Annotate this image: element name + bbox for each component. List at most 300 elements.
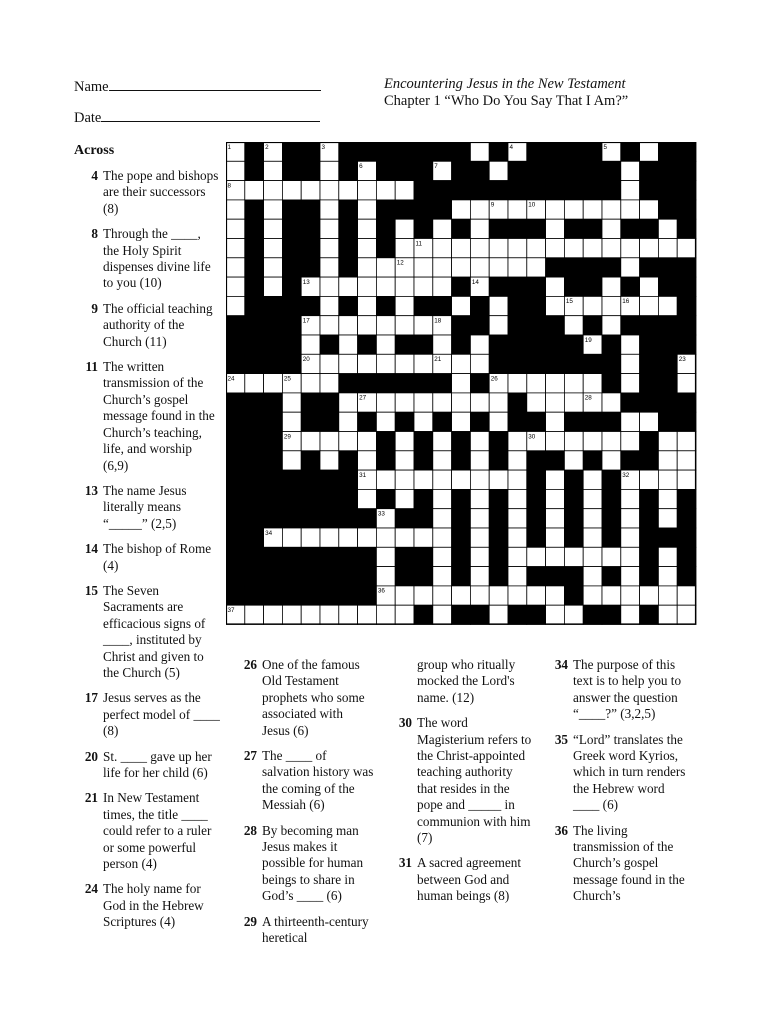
- grid-answer-cell[interactable]: [264, 277, 283, 296]
- grid-block-cell: [546, 354, 565, 373]
- grid-block-cell: [264, 451, 283, 470]
- grid-answer-cell[interactable]: [320, 258, 339, 277]
- grid-answer-cell[interactable]: [658, 605, 677, 624]
- grid-answer-cell[interactable]: [470, 451, 489, 470]
- grid-block-cell: [395, 509, 414, 528]
- grid-answer-cell[interactable]: [358, 239, 377, 258]
- grid-answer-cell[interactable]: [245, 605, 264, 624]
- grid-answer-cell[interactable]: [452, 374, 471, 393]
- grid-answer-cell[interactable]: [282, 393, 301, 412]
- grid-answer-cell[interactable]: [583, 374, 602, 393]
- grid-answer-cell[interactable]: [621, 605, 640, 624]
- grid-answer-cell[interactable]: [433, 509, 452, 528]
- grid-answer-cell[interactable]: [621, 161, 640, 180]
- date-line[interactable]: [101, 108, 320, 122]
- grid-answer-cell[interactable]: [339, 335, 358, 354]
- grid-answer-cell[interactable]: [339, 354, 358, 373]
- grid-answer-cell[interactable]: [282, 528, 301, 547]
- grid-answer-cell[interactable]: [320, 181, 339, 200]
- grid-answer-cell[interactable]: [583, 567, 602, 586]
- grid-answer-cell[interactable]: [226, 161, 245, 180]
- grid-answer-cell[interactable]: [339, 528, 358, 547]
- grid-answer-cell[interactable]: [282, 451, 301, 470]
- grid-answer-cell[interactable]: [621, 258, 640, 277]
- grid-answer-cell[interactable]: [508, 509, 527, 528]
- grid-answer-cell[interactable]: [395, 354, 414, 373]
- grid-answer-cell[interactable]: [564, 451, 583, 470]
- grid-answer-cell[interactable]: [621, 335, 640, 354]
- grid-answer-cell[interactable]: [489, 470, 508, 489]
- grid-answer-cell[interactable]: [508, 470, 527, 489]
- grid-answer-cell[interactable]: [621, 200, 640, 219]
- grid-answer-cell[interactable]: [527, 547, 546, 566]
- grid-answer-cell[interactable]: [264, 605, 283, 624]
- grid-block-cell: [677, 393, 696, 412]
- grid-answer-cell[interactable]: [264, 374, 283, 393]
- grid-answer-cell[interactable]: [226, 200, 245, 219]
- grid-answer-cell[interactable]: [546, 586, 565, 605]
- grid-answer-cell[interactable]: [226, 219, 245, 238]
- grid-answer-cell[interactable]: [264, 258, 283, 277]
- grid-answer-cell[interactable]: [546, 470, 565, 489]
- grid-answer-cell[interactable]: [489, 239, 508, 258]
- grid-answer-cell[interactable]: [433, 547, 452, 566]
- grid-answer-cell[interactable]: [245, 181, 264, 200]
- grid-answer-cell[interactable]: [489, 393, 508, 412]
- grid-answer-cell[interactable]: [602, 451, 621, 470]
- grid-answer-cell[interactable]: [489, 412, 508, 431]
- grid-answer-cell[interactable]: [452, 354, 471, 373]
- grid-answer-cell[interactable]: [395, 586, 414, 605]
- grid-answer-cell[interactable]: [658, 470, 677, 489]
- grid-block-cell: [226, 316, 245, 335]
- grid-answer-cell[interactable]: [470, 335, 489, 354]
- grid-answer-cell[interactable]: [226, 277, 245, 296]
- grid-answer-cell[interactable]: [470, 432, 489, 451]
- grid-answer-cell[interactable]: [433, 451, 452, 470]
- grid-block-cell: [414, 296, 433, 315]
- grid-number-9: 9: [490, 201, 495, 209]
- grid-answer-cell[interactable]: [470, 354, 489, 373]
- grid-answer-cell[interactable]: [602, 239, 621, 258]
- grid-answer-cell[interactable]: [226, 258, 245, 277]
- grid-block-cell: [452, 547, 471, 566]
- grid-answer-cell[interactable]: [489, 316, 508, 335]
- grid-answer-cell[interactable]: [358, 489, 377, 508]
- grid-answer-cell[interactable]: [508, 239, 527, 258]
- grid-answer-cell[interactable]: [414, 354, 433, 373]
- grid-answer-cell[interactable]: [433, 586, 452, 605]
- grid-answer-cell[interactable]: [677, 586, 696, 605]
- grid-answer-cell[interactable]: [583, 470, 602, 489]
- grid-answer-cell[interactable]: [358, 200, 377, 219]
- name-field[interactable]: [74, 77, 321, 96]
- grid-answer-cell[interactable]: [508, 489, 527, 508]
- grid-answer-cell[interactable]: [376, 547, 395, 566]
- grid-answer-cell[interactable]: [395, 451, 414, 470]
- grid-answer-cell[interactable]: [433, 432, 452, 451]
- grid-answer-cell[interactable]: [546, 528, 565, 547]
- grid-answer-cell[interactable]: [376, 335, 395, 354]
- grid-answer-cell[interactable]: [282, 605, 301, 624]
- grid-answer-cell[interactable]: [433, 605, 452, 624]
- clue-number: 15: [84, 582, 98, 598]
- grid-block-cell: [602, 509, 621, 528]
- grid-answer-cell[interactable]: [358, 181, 377, 200]
- grid-block-cell: [508, 277, 527, 296]
- grid-answer-cell[interactable]: [395, 316, 414, 335]
- grid-answer-cell[interactable]: [320, 200, 339, 219]
- grid-block-cell: [320, 393, 339, 412]
- grid-answer-cell[interactable]: [508, 528, 527, 547]
- grid-answer-cell[interactable]: [301, 181, 320, 200]
- grid-answer-cell[interactable]: [546, 200, 565, 219]
- grid-answer-cell[interactable]: [414, 393, 433, 412]
- grid-answer-cell[interactable]: [452, 258, 471, 277]
- grid-answer-cell[interactable]: [546, 296, 565, 315]
- grid-answer-cell[interactable]: [508, 258, 527, 277]
- grid-answer-cell[interactable]: [395, 393, 414, 412]
- grid-answer-cell[interactable]: [452, 393, 471, 412]
- grid-answer-cell[interactable]: [320, 354, 339, 373]
- grid-answer-cell[interactable]: [414, 258, 433, 277]
- grid-answer-cell[interactable]: [414, 316, 433, 335]
- grid-answer-cell[interactable]: [226, 239, 245, 258]
- grid-answer-cell[interactable]: [301, 335, 320, 354]
- grid-answer-cell[interactable]: [677, 374, 696, 393]
- grid-answer-cell[interactable]: [376, 354, 395, 373]
- grid-answer-cell[interactable]: [320, 374, 339, 393]
- grid-answer-cell[interactable]: [546, 432, 565, 451]
- grid-answer-cell[interactable]: [395, 470, 414, 489]
- grid-answer-cell[interactable]: [658, 219, 677, 238]
- grid-answer-cell[interactable]: [621, 509, 640, 528]
- grid-answer-cell[interactable]: [546, 489, 565, 508]
- grid-answer-cell[interactable]: [621, 239, 640, 258]
- grid-answer-cell[interactable]: [339, 412, 358, 431]
- grid-block-cell: [489, 335, 508, 354]
- grid-answer-cell[interactable]: [564, 316, 583, 335]
- grid-answer-cell[interactable]: [470, 567, 489, 586]
- grid-answer-cell[interactable]: [376, 470, 395, 489]
- grid-answer-cell[interactable]: [376, 567, 395, 586]
- grid-answer-cell[interactable]: [395, 489, 414, 508]
- grid-block-cell: [602, 374, 621, 393]
- grid-answer-cell[interactable]: [320, 605, 339, 624]
- grid-answer-cell[interactable]: [339, 316, 358, 335]
- grid-answer-cell[interactable]: [395, 181, 414, 200]
- grid-answer-cell[interactable]: [433, 239, 452, 258]
- grid-answer-cell[interactable]: [658, 432, 677, 451]
- grid-answer-cell[interactable]: [677, 239, 696, 258]
- grid-answer-cell[interactable]: [527, 393, 546, 412]
- grid-answer-cell[interactable]: [640, 142, 659, 161]
- grid-answer-cell[interactable]: [470, 142, 489, 161]
- grid-answer-cell[interactable]: [320, 296, 339, 315]
- grid-answer-cell[interactable]: [546, 509, 565, 528]
- grid-answer-cell[interactable]: [320, 239, 339, 258]
- name-line[interactable]: [109, 77, 321, 91]
- grid-answer-cell[interactable]: [376, 605, 395, 624]
- grid-answer-cell[interactable]: [339, 393, 358, 412]
- grid-answer-cell[interactable]: [527, 586, 546, 605]
- grid-answer-cell[interactable]: [621, 547, 640, 566]
- grid-answer-cell[interactable]: [320, 432, 339, 451]
- grid-answer-cell[interactable]: [282, 181, 301, 200]
- grid-answer-cell[interactable]: [621, 412, 640, 431]
- grid-answer-cell[interactable]: [508, 374, 527, 393]
- grid-answer-cell[interactable]: [433, 258, 452, 277]
- grid-answer-cell[interactable]: [640, 239, 659, 258]
- grid-answer-cell[interactable]: [358, 296, 377, 315]
- grid-answer-cell[interactable]: [414, 412, 433, 431]
- grid-answer-cell[interactable]: [339, 432, 358, 451]
- grid-answer-cell[interactable]: [583, 528, 602, 547]
- grid-answer-cell[interactable]: [508, 451, 527, 470]
- grid-block-cell: [658, 374, 677, 393]
- grid-answer-cell[interactable]: [301, 374, 320, 393]
- grid-answer-cell[interactable]: [358, 258, 377, 277]
- grid-answer-cell[interactable]: [489, 258, 508, 277]
- grid-answer-cell[interactable]: [621, 354, 640, 373]
- grid-block-cell: [452, 451, 471, 470]
- grid-block-cell: [640, 393, 659, 412]
- grid-answer-cell[interactable]: [527, 374, 546, 393]
- grid-answer-cell[interactable]: [546, 412, 565, 431]
- grid-answer-cell[interactable]: [414, 277, 433, 296]
- grid-answer-cell[interactable]: [376, 528, 395, 547]
- grid-answer-cell[interactable]: [470, 200, 489, 219]
- grid-answer-cell[interactable]: [621, 567, 640, 586]
- grid-answer-cell[interactable]: [470, 586, 489, 605]
- grid-answer-cell[interactable]: [583, 547, 602, 566]
- grid-answer-cell[interactable]: [508, 586, 527, 605]
- grid-answer-cell[interactable]: [602, 219, 621, 238]
- grid-answer-cell[interactable]: [583, 432, 602, 451]
- grid-answer-cell[interactable]: [621, 374, 640, 393]
- grid-answer-cell[interactable]: [264, 161, 283, 180]
- grid-answer-cell[interactable]: [358, 432, 377, 451]
- grid-answer-cell[interactable]: [339, 605, 358, 624]
- grid-answer-cell[interactable]: [564, 393, 583, 412]
- grid-answer-cell[interactable]: [470, 393, 489, 412]
- grid-answer-cell[interactable]: [658, 586, 677, 605]
- grid-answer-cell[interactable]: [376, 277, 395, 296]
- grid-answer-cell[interactable]: [489, 605, 508, 624]
- grid-answer-cell[interactable]: [583, 509, 602, 528]
- grid-answer-cell[interactable]: [452, 239, 471, 258]
- grid-answer-cell[interactable]: [452, 586, 471, 605]
- grid-answer-cell[interactable]: [433, 489, 452, 508]
- grid-answer-cell[interactable]: [470, 219, 489, 238]
- grid-answer-cell[interactable]: [527, 258, 546, 277]
- grid-answer-cell[interactable]: [301, 528, 320, 547]
- grid-answer-cell[interactable]: [320, 219, 339, 238]
- grid-answer-cell[interactable]: [602, 393, 621, 412]
- grid-answer-cell[interactable]: [602, 432, 621, 451]
- grid-answer-cell[interactable]: [677, 470, 696, 489]
- grid-answer-cell[interactable]: [564, 239, 583, 258]
- grid-answer-cell[interactable]: [358, 316, 377, 335]
- grid-answer-cell[interactable]: [433, 470, 452, 489]
- grid-answer-cell[interactable]: [546, 547, 565, 566]
- grid-answer-cell[interactable]: [433, 567, 452, 586]
- grid-answer-cell[interactable]: [264, 219, 283, 238]
- grid-answer-cell[interactable]: [602, 316, 621, 335]
- grid-answer-cell[interactable]: [358, 219, 377, 238]
- grid-answer-cell[interactable]: [433, 335, 452, 354]
- grid-answer-cell[interactable]: [583, 586, 602, 605]
- grid-answer-cell[interactable]: [264, 200, 283, 219]
- grid-answer-cell[interactable]: [320, 161, 339, 180]
- grid-answer-cell[interactable]: [640, 277, 659, 296]
- grid-answer-cell[interactable]: [546, 374, 565, 393]
- grid-answer-cell[interactable]: [621, 181, 640, 200]
- grid-answer-cell[interactable]: [489, 296, 508, 315]
- grid-answer-cell[interactable]: [470, 470, 489, 489]
- grid-answer-cell[interactable]: [358, 605, 377, 624]
- grid-answer-cell[interactable]: [546, 219, 565, 238]
- grid-answer-cell[interactable]: [640, 470, 659, 489]
- grid-block-cell: [677, 528, 696, 547]
- grid-answer-cell[interactable]: [226, 296, 245, 315]
- grid-answer-cell[interactable]: [508, 432, 527, 451]
- grid-answer-cell[interactable]: [395, 219, 414, 238]
- grid-answer-cell[interactable]: [508, 567, 527, 586]
- grid-answer-cell[interactable]: [433, 219, 452, 238]
- grid-answer-cell[interactable]: [658, 547, 677, 566]
- grid-answer-cell[interactable]: [301, 605, 320, 624]
- grid-answer-cell[interactable]: [339, 181, 358, 200]
- grid-answer-cell[interactable]: [583, 489, 602, 508]
- grid-block-cell: [583, 258, 602, 277]
- grid-answer-cell[interactable]: [376, 412, 395, 431]
- grid-answer-cell[interactable]: [245, 374, 264, 393]
- grid-answer-cell[interactable]: [677, 605, 696, 624]
- grid-answer-cell[interactable]: [658, 489, 677, 508]
- grid-answer-cell[interactable]: [677, 432, 696, 451]
- clue-29: [229, 914, 374, 947]
- grid-answer-cell[interactable]: [376, 181, 395, 200]
- grid-answer-cell[interactable]: [658, 451, 677, 470]
- grid-answer-cell[interactable]: [320, 277, 339, 296]
- grid-answer-cell[interactable]: [358, 451, 377, 470]
- grid-block-cell: [226, 547, 245, 566]
- grid-answer-cell[interactable]: [546, 393, 565, 412]
- grid-answer-cell[interactable]: [470, 239, 489, 258]
- grid-answer-cell[interactable]: [583, 239, 602, 258]
- grid-answer-cell[interactable]: [395, 277, 414, 296]
- grid-answer-cell[interactable]: [583, 296, 602, 315]
- grid-answer-cell[interactable]: [264, 181, 283, 200]
- grid-answer-cell[interactable]: [414, 470, 433, 489]
- grid-block-cell: [301, 142, 320, 161]
- grid-answer-cell[interactable]: [470, 509, 489, 528]
- grid-answer-cell[interactable]: [658, 296, 677, 315]
- grid-block-cell: [470, 161, 489, 180]
- grid-answer-cell[interactable]: [339, 277, 358, 296]
- grid-answer-cell[interactable]: [320, 528, 339, 547]
- grid-answer-cell[interactable]: [433, 277, 452, 296]
- grid-answer-cell[interactable]: [621, 432, 640, 451]
- grid-answer-cell[interactable]: [602, 277, 621, 296]
- grid-answer-cell[interactable]: [546, 605, 565, 624]
- grid-answer-cell[interactable]: [470, 258, 489, 277]
- grid-answer-cell[interactable]: [320, 451, 339, 470]
- grid-answer-cell[interactable]: [414, 528, 433, 547]
- grid-answer-cell[interactable]: [564, 432, 583, 451]
- grid-answer-cell[interactable]: [602, 586, 621, 605]
- grid-answer-cell[interactable]: [489, 161, 508, 180]
- grid-answer-cell[interactable]: [414, 586, 433, 605]
- grid-answer-cell[interactable]: [433, 528, 452, 547]
- grid-answer-cell[interactable]: [658, 239, 677, 258]
- grid-answer-cell[interactable]: [602, 296, 621, 315]
- grid-answer-cell[interactable]: [621, 528, 640, 547]
- grid-answer-cell[interactable]: [452, 470, 471, 489]
- grid-answer-cell[interactable]: [301, 432, 320, 451]
- grid-answer-cell[interactable]: [376, 393, 395, 412]
- grid-answer-cell[interactable]: [395, 528, 414, 547]
- grid-answer-cell[interactable]: [508, 200, 527, 219]
- grid-answer-cell[interactable]: [320, 316, 339, 335]
- grid-answer-cell[interactable]: [395, 432, 414, 451]
- grid-block-cell: [301, 412, 320, 431]
- grid-answer-cell[interactable]: [358, 277, 377, 296]
- grid-answer-cell[interactable]: [395, 239, 414, 258]
- grid-answer-cell[interactable]: [640, 296, 659, 315]
- grid-answer-cell[interactable]: [264, 239, 283, 258]
- grid-block-cell: [621, 316, 640, 335]
- grid-answer-cell[interactable]: [527, 239, 546, 258]
- grid-answer-cell[interactable]: [376, 258, 395, 277]
- grid-answer-cell[interactable]: [583, 200, 602, 219]
- grid-answer-cell[interactable]: [470, 489, 489, 508]
- date-field[interactable]: [74, 108, 320, 127]
- grid-answer-cell[interactable]: [546, 239, 565, 258]
- grid-answer-cell[interactable]: [452, 200, 471, 219]
- grid-answer-cell[interactable]: [658, 509, 677, 528]
- grid-answer-cell[interactable]: [282, 412, 301, 431]
- grid-answer-cell[interactable]: [395, 296, 414, 315]
- grid-answer-cell[interactable]: [452, 296, 471, 315]
- grid-answer-cell[interactable]: [489, 586, 508, 605]
- grid-answer-cell[interactable]: [621, 489, 640, 508]
- grid-answer-cell[interactable]: [452, 412, 471, 431]
- grid-answer-cell[interactable]: [640, 412, 659, 431]
- grid-answer-cell[interactable]: [640, 586, 659, 605]
- grid-answer-cell[interactable]: [433, 393, 452, 412]
- grid-answer-cell[interactable]: [602, 547, 621, 566]
- grid-answer-cell[interactable]: [564, 547, 583, 566]
- grid-answer-cell[interactable]: [508, 547, 527, 566]
- grid-answer-cell[interactable]: [602, 200, 621, 219]
- grid-answer-cell[interactable]: [376, 316, 395, 335]
- grid-answer-cell[interactable]: [658, 567, 677, 586]
- grid-answer-cell[interactable]: [564, 200, 583, 219]
- grid-answer-cell[interactable]: [395, 605, 414, 624]
- grid-answer-cell[interactable]: [470, 547, 489, 566]
- grid-answer-cell[interactable]: [564, 605, 583, 624]
- grid-answer-cell[interactable]: [358, 528, 377, 547]
- grid-answer-cell[interactable]: [640, 200, 659, 219]
- grid-answer-cell[interactable]: [358, 354, 377, 373]
- grid-answer-cell[interactable]: [470, 528, 489, 547]
- grid-answer-cell[interactable]: [677, 451, 696, 470]
- grid-answer-cell[interactable]: [546, 277, 565, 296]
- grid-answer-cell[interactable]: [621, 586, 640, 605]
- grid-answer-cell[interactable]: [564, 374, 583, 393]
